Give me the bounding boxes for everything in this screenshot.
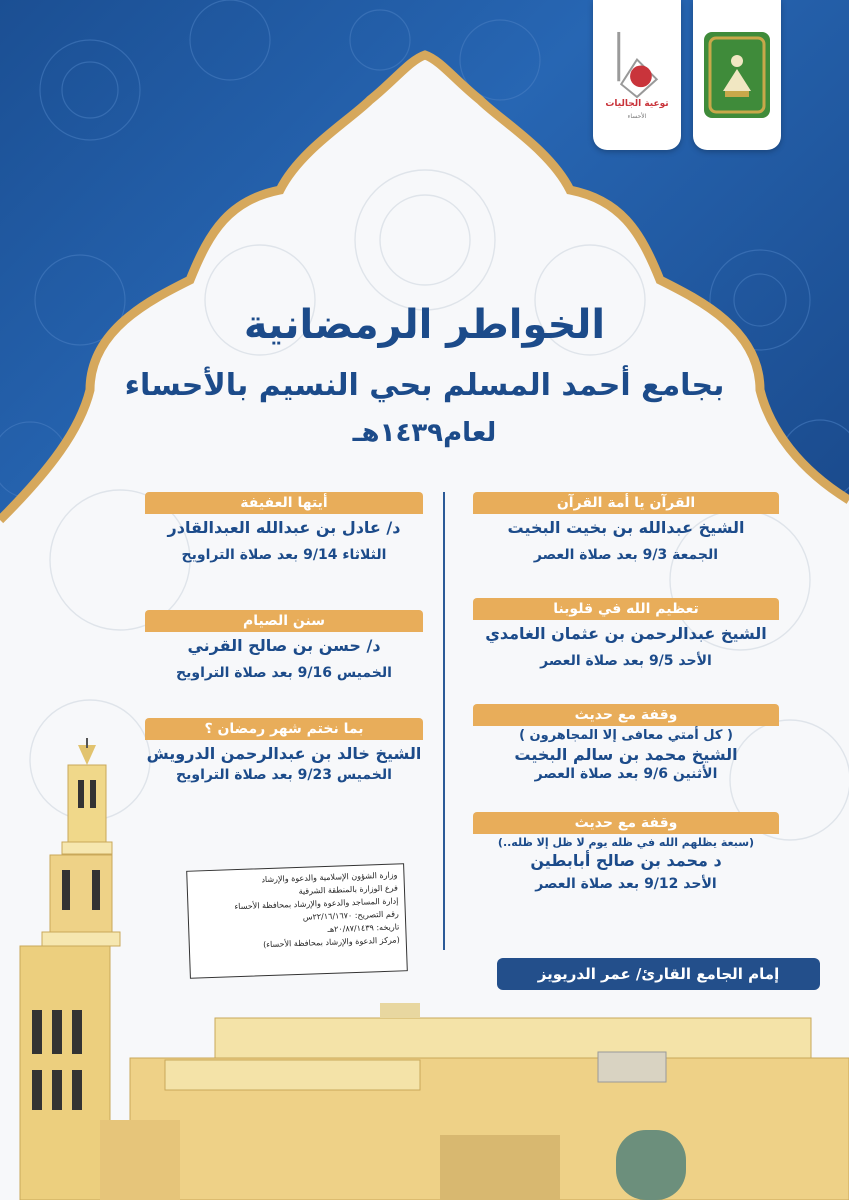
awareness-logo [593,0,681,150]
lecture-topic: القرآن يا أمة القرآن [473,492,779,514]
lecture-speaker: الشيخ عبدالله بن بخيت البخيت [507,518,745,537]
lecture-card [145,492,423,563]
lecture-time: الخميس 9/16 بعد صلاة التراويح [176,665,392,681]
lecture-topic: وقفة مع حديث [473,704,779,726]
lecture-subtopic: ( كل أمتي معافى إلا المجاهرون ) [519,728,733,743]
lecture-speaker: د/ عادل بن عبدالله العبدالقادر [167,518,401,537]
awareness-logo-caption: الأحساء [627,113,647,120]
lecture-topic: سنن الصيام [145,610,423,632]
lecture-speaker: الشيخ عبدالرحمن بن عثمان الغامدي [485,624,767,643]
lecture-card [145,610,423,681]
stamp-line: (مركز الدعوة والإرشاد بمحافظة الأحساء) [262,935,400,950]
stamp-line: فرع الوزارة بالمنطقة الشرقية [298,883,399,896]
year-label: لعام١٤٣٩هـ [352,418,497,448]
stamp-line: وزارة الشؤون الإسلامية والدعوة والإرشاد [261,870,398,885]
lecture-speaker: د محمد بن صالح أبابطين [530,851,722,870]
lecture-topic: وقفة مع حديث [473,812,779,834]
lecture-topic: أيتها العفيفة [145,492,423,514]
lecture-time: الأحد 9/12 بعد صلاة العصر [535,876,717,892]
mosque-building [100,1003,849,1200]
ministry-emblem-icon [701,29,773,121]
mosque-logo-icon [607,30,667,99]
page-subtitle: بجامع أحمد المسلم بحي النسيم بالأحساء [124,368,725,403]
lecture-time: الثلاثاء 9/14 بعد صلاة التراويح [181,547,387,563]
mosque-illustration [0,730,849,1200]
awareness-logo-label: توعية الجاليات [605,99,669,109]
lecture-topic: تعظيم الله في قلوبنا [473,598,779,620]
lecture-speaker: الشيخ خالد بن عبدالرحمن الدرويش [146,744,422,763]
page-title: الخواطر الرمضانية [243,302,606,348]
lecture-time: الخميس 9/23 بعد صلاة التراويح [176,767,392,783]
lecture-time: الأثنين 9/6 بعد صلاة العصر [534,766,718,782]
lecture-topic: بما نختم شهر رمضان ؟ [145,718,423,740]
lecture-speaker: د/ حسن بن صالح القرني [187,636,381,655]
lecture-time: الأحد 9/5 بعد صلاة العصر [540,653,712,669]
stamp-line: تاريخه: ٢٠/٨٧/١٤٣٩هـ [327,922,400,934]
lecture-time: الجمعة 9/3 بعد صلاة العصر [533,547,719,563]
ministry-logo [693,0,781,150]
stamp-line: رقم التصريح: ٢٢/١٦/١٦٧٠س [302,909,399,922]
lecture-speaker: الشيخ محمد بن سالم البخيت [514,745,738,764]
lecture-card [473,492,779,563]
imam-banner: إمام الجامع القارئ/ عمر الدريويز [497,958,820,990]
lecture-subtopic: (سبعة يظلهم الله في ظله يوم لا ظل إلا ظله..) [497,836,755,849]
logos-area [593,0,781,150]
lecture-card [473,598,779,669]
stamp-line: إدارة المساجد والدعوة والإرشاد بمحافظة الأحساء [234,896,399,912]
